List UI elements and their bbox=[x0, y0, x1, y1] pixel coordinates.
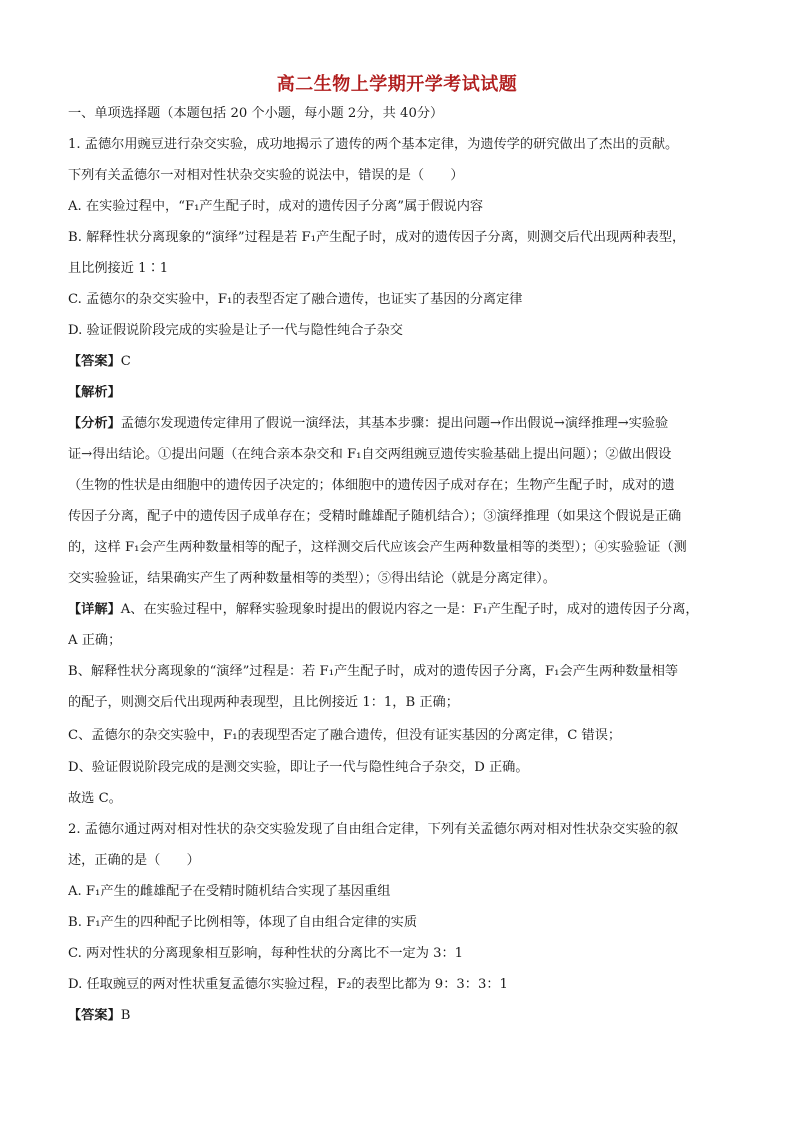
q1-option-a: A. 在实验过程中，“F₁产生配子时，成对的遗传因子分离”属于假说内容 bbox=[68, 199, 484, 214]
q1-detail-line4: 的配子，则测交后代出现两种表现型，且比例接近 1：1，B 正确； bbox=[68, 695, 459, 710]
analysis-tag: 【分析】 bbox=[68, 416, 121, 431]
q2-stem-line1: 2. 孟德尔通过两对相对性状的杂交实验发现了自由组合定律，下列有关孟德尔两对相对性状杂交实验的叙 bbox=[68, 822, 679, 837]
q1-option-d: D. 验证假说阶段完成的实验是让子一代与隐性纯合子杂交 bbox=[68, 323, 403, 338]
q1-analysis-line4: 传因子分离，配子中的遗传因子成单存在；受精时雌雄配子随机结合）；③演绎推理（如果这个假说是正确 bbox=[68, 509, 682, 524]
detail-tag: 【详解】 bbox=[68, 602, 121, 617]
q1-conclusion: 故选 C。 bbox=[68, 791, 122, 806]
q1-detail-line1 bbox=[68, 602, 734, 618]
q1-analysis-line5: 的，这样 F₁会产生两种数量相等的配子，这样测交后代应该会产生两种数量相等的类型）；④实验验证（测 bbox=[68, 540, 687, 555]
explain-tag: 【解析】 bbox=[68, 385, 121, 400]
q1-detail-line5: C、孟德尔的杂交实验中，F₁的表现型否定了融合遗传，但没有证实基因的分离定律，C 错误； bbox=[68, 728, 622, 743]
answer-value: C bbox=[120, 354, 131, 369]
answer-value: B bbox=[120, 1008, 131, 1023]
q1-stem-line1: 1. 孟德尔用豌豆进行杂交实验，成功地揭示了遗传的两个基本定律，为遗传学的研究做出了杰出的贡献。 bbox=[68, 137, 679, 152]
q1-analysis-line3: （生物的性状是由细胞中的遗传因子决定的；体细胞中的遗传因子成对存在；生物产生配子时，成对的遗 bbox=[68, 478, 675, 493]
q1-detail-line2: A 正确； bbox=[68, 633, 122, 648]
q1-detail-line3: B、解释性状分离现象的“演绎”过程是：若 F₁产生配子时，成对的遗传因子分离，F₁会产生两种数量相等 bbox=[68, 664, 679, 679]
q1-option-b-line1: B. 解释性状分离现象的“演绎”过程是若 F₁产生配子时，成对的遗传因子分离，则测交后代出现两种表型， bbox=[68, 230, 686, 245]
q2-stem-line2: 述，正确的是（ ） bbox=[68, 853, 200, 868]
answer-tag: 【答案】 bbox=[68, 1008, 121, 1023]
q1-analysis-line2: 证→得出结论。①提出问题（在纯合亲本杂交和 F₁自交两组豌豆遗传实验基础上提出问题）；②做出假设 bbox=[68, 447, 672, 462]
q1-answer bbox=[68, 354, 734, 370]
q2-option-c: C. 两对性状的分离现象相互影响，每种性状的分离比不一定为 3：1 bbox=[68, 946, 464, 961]
page-title: 高二生物上学期开学考试试题 bbox=[276, 74, 518, 95]
q2-option-a: A. F₁产生的雌雄配子在受精时随机结合实现了基因重组 bbox=[68, 884, 391, 899]
q1-analysis-line6: 交实验验证，结果确实产生了两种数量相等的类型）；⑤得出结论（就是分离定律）。 bbox=[68, 571, 556, 586]
q1-stem-line2: 下列有关孟德尔一对相对性状杂交实验的说法中，错误的是（ ） bbox=[68, 168, 464, 183]
q2-option-b: B. F₁产生的四种配子比例相等，体现了自由组合定律的实质 bbox=[68, 915, 418, 930]
q1-detail-line6: D、验证假说阶段完成的是测交实验，即让子一代与隐性纯合子杂交，D 正确。 bbox=[68, 760, 529, 775]
answer-tag: 【答案】 bbox=[68, 354, 121, 369]
q2-option-d: D. 任取豌豆的两对性状重复孟德尔实验过程，F₂的表型比都为 9：3：3：1 bbox=[68, 977, 508, 992]
q1-analysis-line1 bbox=[68, 416, 734, 432]
q1-explain-tag bbox=[68, 385, 734, 401]
q1-option-b-line2: 且比例接近 1∶1 bbox=[68, 261, 169, 276]
q2-answer bbox=[68, 1008, 734, 1024]
q1-option-c: C. 孟德尔的杂交实验中，F₁的表型否定了融合遗传，也证实了基因的分离定律 bbox=[68, 292, 523, 307]
detail-text: A、在实验过程中，解释实验现象时提出的假说内容之一是：F₁产生配子时，成对的遗传因子分离， bbox=[120, 602, 699, 617]
section-heading: 一、单项选择题（本题包括 20 个小题，每小题 2分，共 40分） bbox=[68, 106, 444, 121]
analysis-text: 孟德尔发现遗传定律用了假说一演绎法，其基本步骤：提出问题→作出假说→演绎推理→实验验 bbox=[120, 416, 669, 431]
